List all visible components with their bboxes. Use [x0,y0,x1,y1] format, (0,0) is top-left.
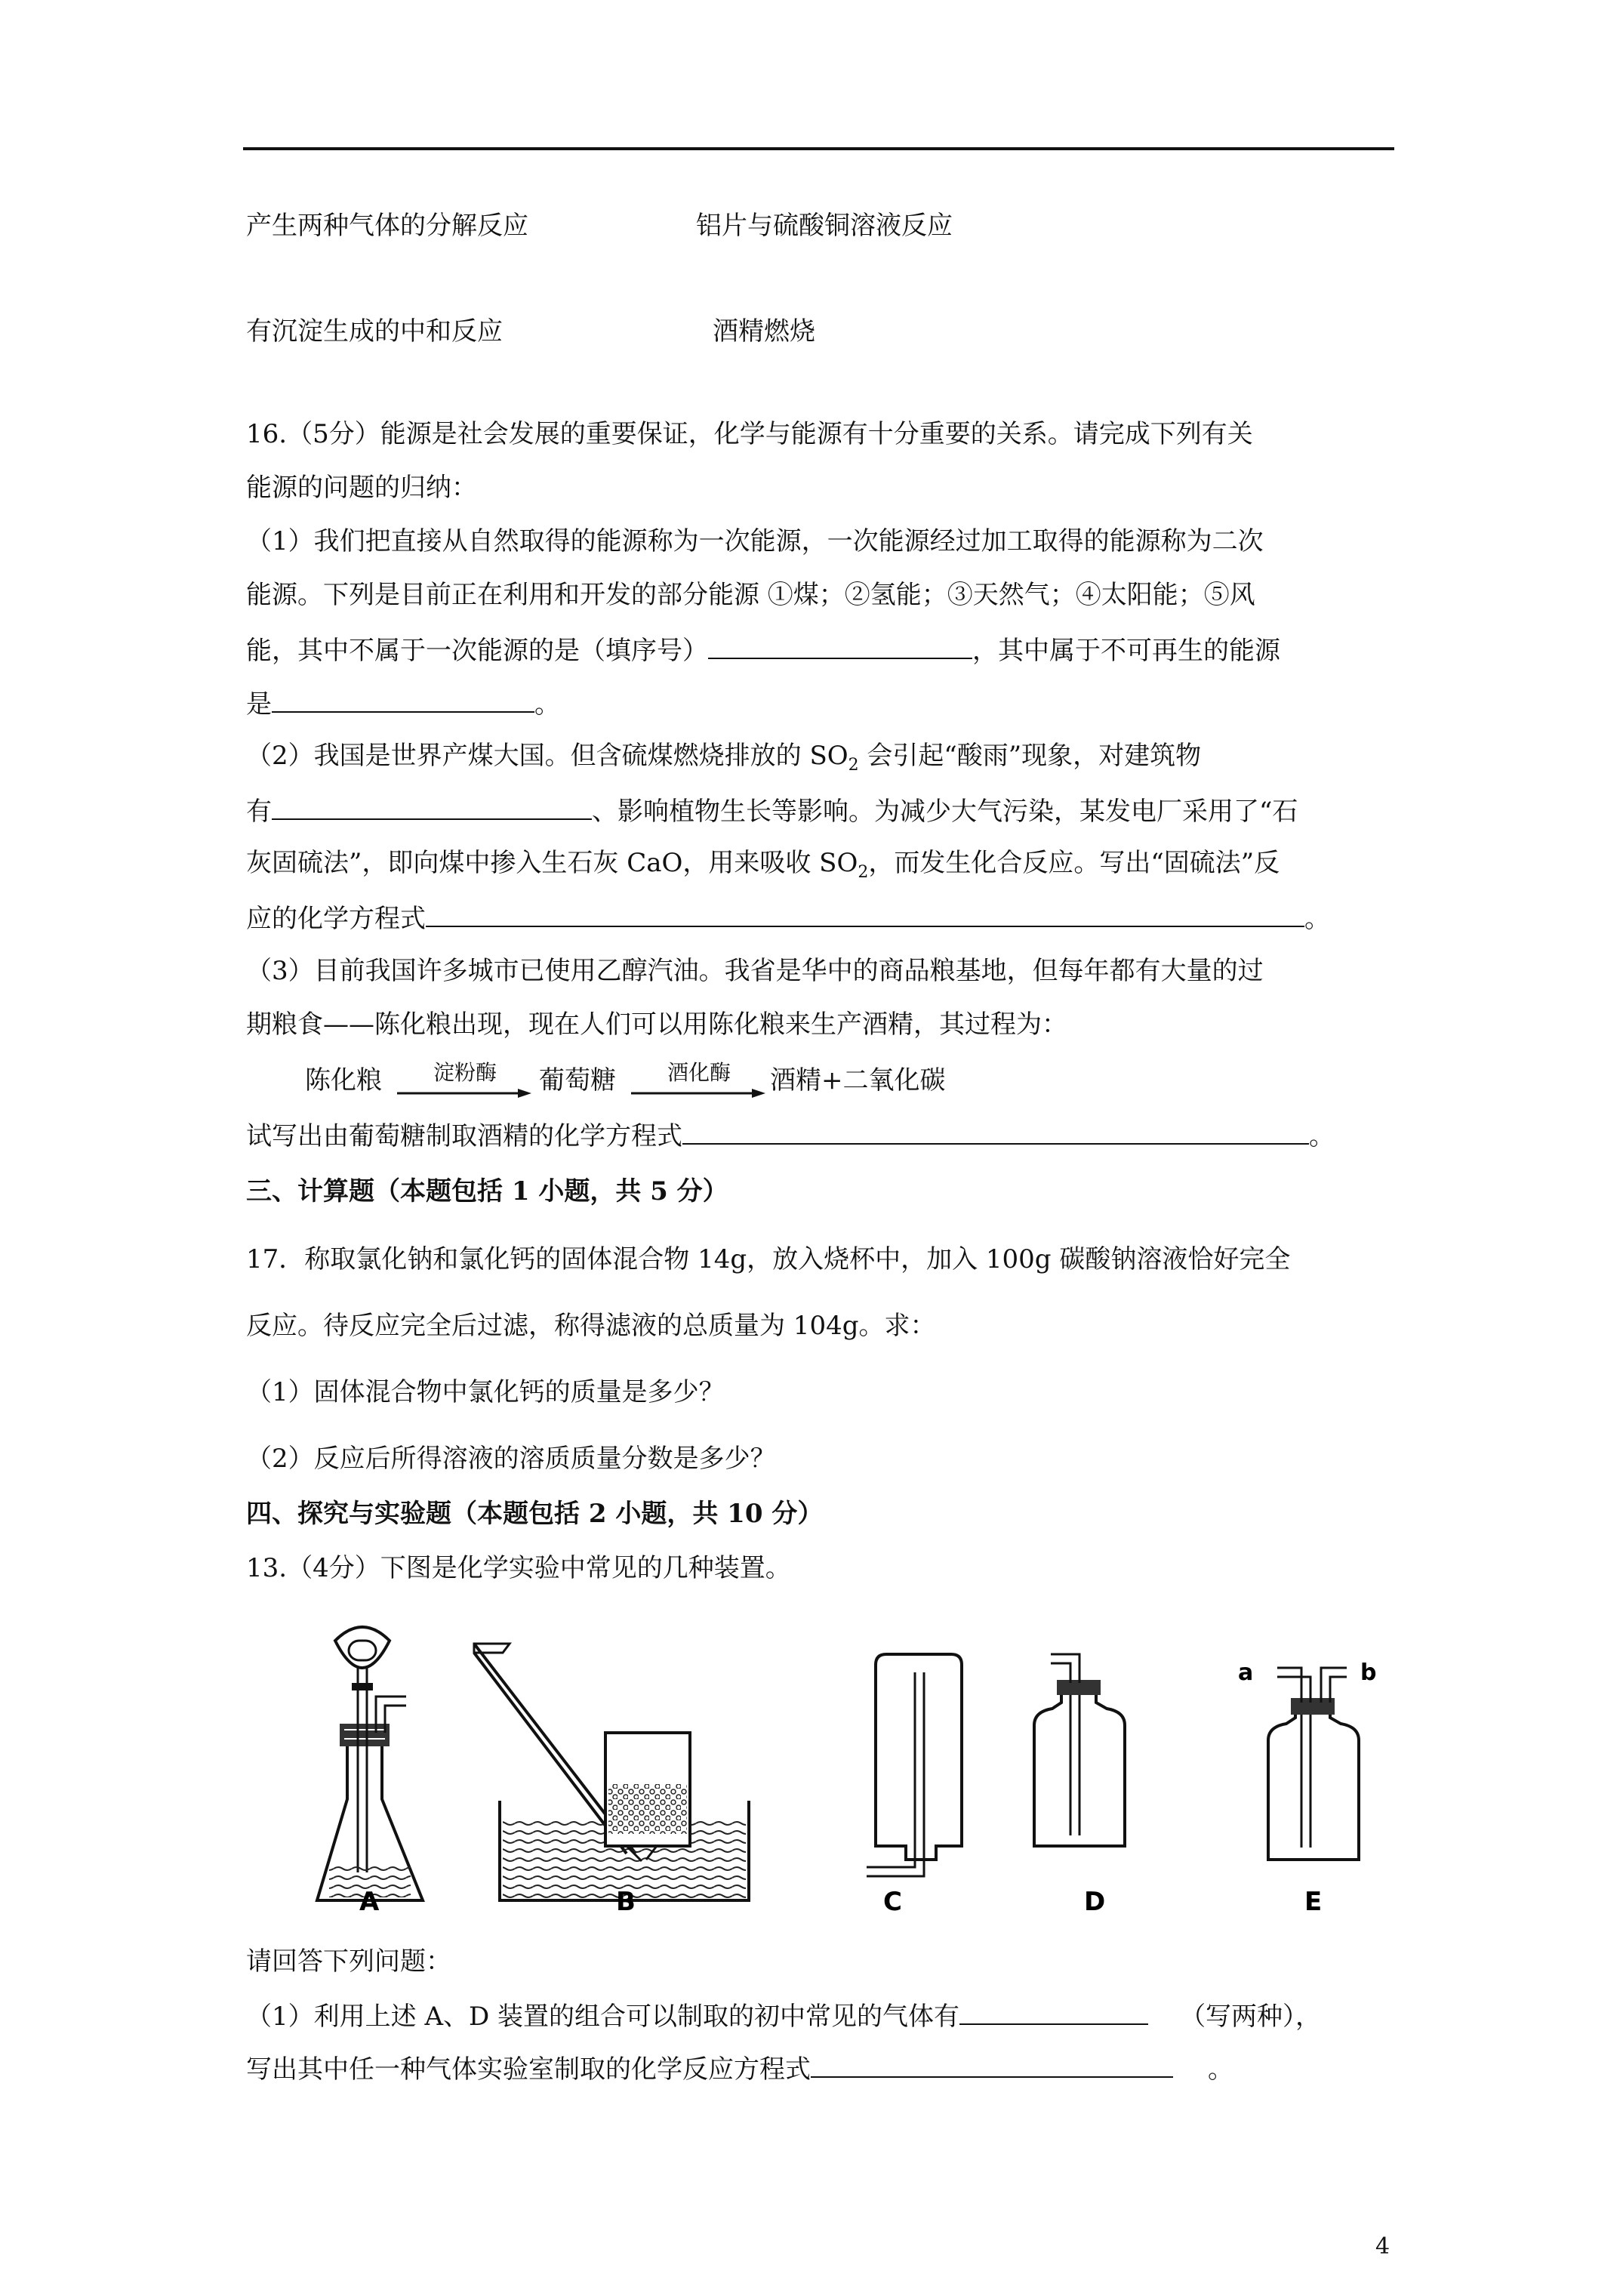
answer-blank-nonrenewable-energy[interactable] [272,687,534,713]
q13-part1-line2-text-b: 。 [1208,2054,1233,2085]
apparatus-d-collecting-bottle [1034,1654,1125,1846]
q16-part1-line2: 能源。下列是目前正在利用和开发的部分能源 ①煤；②氢能；③天然气；④太阳能；⑤风 [246,580,1255,610]
reaction-type-neutralization-precipitate: 有沉淀生成的中和反应 [246,316,503,347]
so2-subscript: 2 [848,756,859,775]
scheme-arrow-zymase-label: 酒化酶 [667,1060,731,1085]
q16-part2-line4-text-b: 。 [1304,904,1330,934]
reaction-type-decomposition-two-gases: 产生两种气体的分解反应 [246,211,528,241]
apparatus-c-inverted-bottle [867,1654,962,1876]
q16-part3-line1: （3）目前我国许多城市已使用乙醇汽油。我省是华中的商品粮基地，但每年都有大量的过 [246,956,1264,986]
q16-part1-line3-text-a: 能，其中不属于一次能源的是（填序号） [246,636,708,666]
q16-intro-line2: 能源的问题的归纳： [246,473,477,503]
q17-part1: （1）固体混合物中氯化钙的质量是多少？ [246,1377,725,1407]
scheme-mid-glucose: 葡萄糖 [539,1065,616,1096]
answer-blank-acid-rain-effect[interactable] [272,794,592,820]
q16-part3-line2: 期粮食——陈化粮出现，现在人们可以用陈化粮来生产酒精，其过程为： [246,1009,1067,1040]
so2-subscript-2: 2 [858,863,869,882]
q17-line1: 17．称取氯化钠和氯化钙的固体混合物 14g，放入烧杯中，加入 100g 碳酸钠溶液恰好完全 [246,1244,1291,1274]
apparatus-b-water-trough [474,1644,749,1900]
q16-part3-line4 [246,1119,1335,1151]
apparatus-label-a: A [359,1887,380,1917]
please-answer-prompt: 请回答下列问题： [246,1946,451,1977]
reaction-alcohol-combustion: 酒精燃烧 [713,316,815,347]
q16-part1-line1: （1）我们把直接从自然取得的能源称为一次能源，一次能源经过加工取得的能源称为二次 [246,526,1264,556]
apparatus-label-b: B [616,1887,636,1917]
scheme-arrow-amylase [397,1061,533,1106]
q16-part2-line3-text-b: ，而发生化合反应。写出“固硫法”反 [868,848,1280,878]
q16-part2-line1-text-b: 会引起“酸雨”现象，对建筑物 [858,741,1202,771]
q16-part2-line2-text-b: 、影响植物生长等影响。为减少大气污染，某发电厂采用了“石 [592,797,1298,827]
answer-blank-gases[interactable] [959,1999,1148,2025]
q16-part1-line3-text-b: ，其中属于不可再生的能源 [972,636,1280,666]
q16-part1-line3 [246,633,1280,666]
apparatus-label-d: D [1084,1887,1106,1917]
q13-part1-line2 [246,2052,1233,2085]
q13-intro: 13.（4分）下图是化学实验中常见的几种装置。 [246,1553,791,1583]
q16-part2-line1 [246,741,1201,775]
apparatus-label-c: C [883,1887,902,1917]
answer-blank-non-primary-energy[interactable] [708,633,972,659]
port-b-label: b [1360,1660,1377,1686]
q16-part2-line3-text-a: 灰固硫法”，即向煤中掺入生石灰 CaO，用来吸收 SO [246,848,858,878]
q16-part2-line4 [246,901,1330,934]
q16-part3-line4-text-a: 试写出由葡萄糖制取酒精的化学方程式 [246,1121,682,1151]
apparatus-label-e: E [1304,1887,1323,1917]
q16-part2-line2 [246,794,1298,827]
scheme-arrow-amylase-label: 淀粉酶 [433,1060,497,1085]
page-number: 4 [1375,2233,1390,2260]
q16-part1-line4-text-a: 是 [246,689,272,720]
q13-part1-line2-text-a: 写出其中任一种气体实验室制取的化学反应方程式 [246,2054,811,2085]
q16-part2-line3 [246,848,1280,882]
arrow-right-icon [631,1088,767,1099]
q16-part3-line4-text-b: 。 [1309,1121,1335,1151]
scheme-start-aged-grain: 陈化粮 [305,1065,382,1096]
lab-apparatus-figure [279,1620,1397,1922]
q17-line2: 反应。待反应完全后过滤，称得滤液的总质量为 104g。求： [246,1311,936,1341]
section3-heading: 三、计算题（本题包括 1 小题，共 5 分） [246,1176,728,1207]
q16-part2-line1-text-a: （2）我国是世界产煤大国。但含硫煤燃烧排放的 SO [246,741,848,771]
q13-part1-line1-text-a: （1）利用上述 A、D 装置的组合可以制取的初中常见的气体有 [246,2002,960,2032]
answer-blank-gas-preparation-equation[interactable] [811,2052,1173,2078]
apparatus-e-wash-bottle [1238,1660,1376,1860]
header-rule [243,147,1394,150]
q16-part1-line4 [246,687,560,720]
apparatus-a-flask-funnel [317,1627,423,1900]
section4-heading: 四、探究与实验题（本题包括 2 小题，共 10 分） [246,1499,824,1529]
q16-intro-line1: 16.（5分）能源是社会发展的重要保证，化学与能源有十分重要的关系。请完成下列有关 [246,419,1253,449]
answer-blank-sulfur-fixation-equation[interactable] [426,901,1304,927]
q13-part1-line1 [246,1999,1321,2032]
scheme-end-ethanol-co2: 酒精+二氧化碳 [770,1065,946,1096]
scheme-arrow-zymase [631,1061,767,1106]
arrow-right-icon [397,1088,533,1099]
q16-part1-line4-text-b: 。 [534,689,560,720]
reaction-aluminum-copper-sulfate: 铝片与硫酸铜溶液反应 [696,211,953,241]
q16-part2-line4-text-a: 应的化学方程式 [246,904,426,934]
q17-part2: （2）反应后所得溶液的溶质质量分数是多少？ [246,1444,776,1474]
q16-part2-line2-text-a: 有 [246,797,272,827]
answer-blank-fermentation-equation[interactable] [682,1119,1309,1145]
port-a-label: a [1238,1660,1254,1686]
q13-part1-line1-text-b: （写两种）， [1180,2002,1322,2032]
